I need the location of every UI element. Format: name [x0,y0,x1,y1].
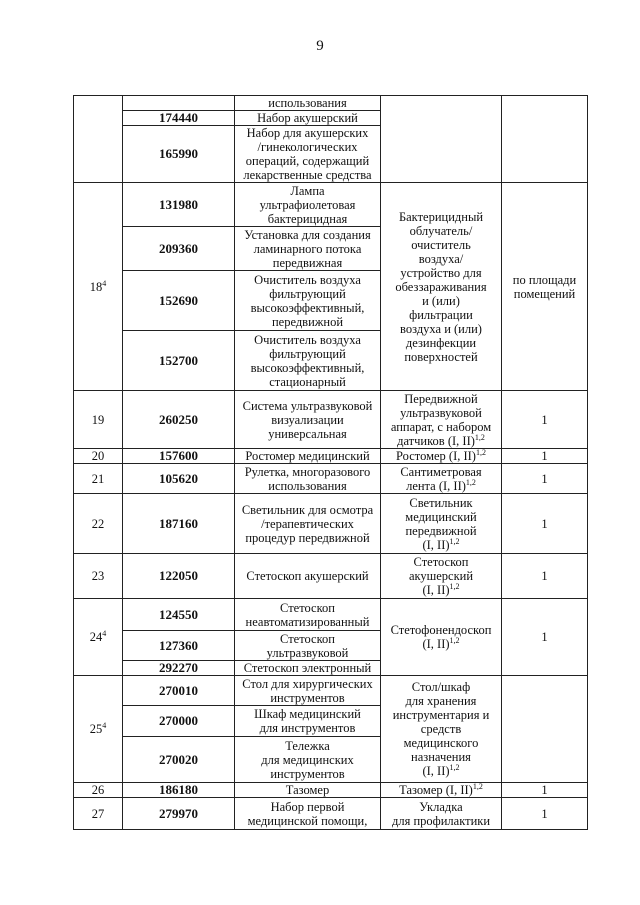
quantity-cell: 1 [502,391,588,449]
description-cell [381,96,502,183]
code-cell: 122050 [123,554,235,599]
code-cell: 131980 [123,183,235,227]
code-cell: 209360 [123,227,235,271]
quantity-cell [502,676,588,783]
quantity-cell: 1 [502,449,588,464]
footnote-mark: 1,2 [449,582,460,591]
name-cell: Тележка для медицинских инструментов [235,737,381,783]
row-number-cell [74,96,123,183]
description-text: Сантиметровая лента (I, II) [400,464,482,493]
row-number-cell: 20 [74,449,123,464]
code-cell: 260250 [123,391,235,449]
description-cell [381,449,502,464]
quantity-cell: 1 [502,599,588,676]
name-cell: Светильник для осмотра /терапевтических процедур передвижной [235,494,381,554]
name-cell: Стетоскоп ультразвуковой [235,631,381,661]
name-cell: Шкаф медицинский для инструментов [235,706,381,737]
code-cell: 105620 [123,464,235,494]
code-cell: 174440 [123,111,235,126]
table-row [74,798,588,830]
code-cell: 187160 [123,494,235,554]
equipment-table [73,95,588,830]
code-cell: 270000 [123,706,235,737]
description-text: Светильник медицинский передвижной (I, II) [405,495,477,552]
name-cell: Система ультразвуковой визуализации универсальная [235,391,381,449]
footnote-mark: 1,2 [465,477,476,487]
table-row [74,464,588,494]
footnote-mark: 1,2 [474,432,485,442]
row-number: 18 [89,279,103,294]
row-number-cell: 26 [74,783,123,798]
name-cell: Набор для акушерских /гинекологических операций, содержащий лекарственные средства [235,126,381,183]
description-text: Стетоскоп акушерский (I, II) [408,555,474,597]
footnote-mark: 1,2 [449,636,460,645]
table-row [74,449,588,464]
table-row [74,494,588,554]
description-text: Стетофонендоскоп (I, II) [390,623,492,651]
name-cell: Установка для создания ламинарного потока передвижная [235,227,381,271]
footnote-mark: 1,2 [472,782,483,791]
table-row [74,391,588,449]
description-cell [381,676,502,783]
name-cell: Стетоскоп неавтоматизированный [235,599,381,631]
description-cell [381,783,502,798]
name-cell: Ростомер медицинский [235,449,381,464]
code-cell: 152690 [123,271,235,331]
table-row [74,183,588,227]
code-cell: 270020 [123,737,235,783]
name-cell: Тазомер [235,783,381,798]
footnote-mark: 1,2 [475,448,486,457]
name-cell: Стетоскоп акушерский [235,554,381,599]
name-cell: Очиститель воздуха фильтрующий высокоэффективный, передвижной [235,271,381,331]
footnote-mark: 1,2 [449,763,460,772]
code-cell: 292270 [123,661,235,676]
description-text: Тазомер (I, II) [399,783,473,797]
table-row [74,554,588,599]
row-number-cell [74,676,123,783]
name-cell: Набор акушерский [235,111,381,126]
row-number-footnote: 4 [102,721,107,730]
table-row [74,96,588,111]
description-cell [381,391,502,449]
description-cell: Укладка для профилактики [381,798,502,830]
description-cell [381,599,502,676]
row-number: 24 [89,630,103,644]
description-text: Передвижной ультразвуковой аппарат, с набором датчиков (I, II) [390,391,492,448]
table-row [74,599,588,631]
row-number-footnote: 4 [102,629,107,638]
table-row [74,783,588,798]
description-cell: Бактерицидный облучатель/ очиститель воздуха/ устройство для обеззараживания и (или) фильтрации воздуха и (или) дезинфекции поверхностей [381,183,502,391]
row-number-cell: 19 [74,391,123,449]
row-number-footnote: 4 [102,278,107,288]
quantity-cell: 1 [502,494,588,554]
description-text: Ростомер (I, II) [396,449,476,463]
code-cell: 157600 [123,449,235,464]
table-row [74,676,588,706]
code-cell: 270010 [123,676,235,706]
description-cell [381,554,502,599]
row-number-cell: 21 [74,464,123,494]
code-cell: 152700 [123,331,235,391]
footnote-mark: 1,2 [449,536,460,546]
description-cell [381,494,502,554]
quantity-cell: 1 [502,783,588,798]
quantity-cell: 1 [502,798,588,830]
code-cell: 279970 [123,798,235,830]
code-cell: 127360 [123,631,235,661]
quantity-cell: по площади помещений [502,183,588,391]
name-cell: Лампа ультрафиолетовая бактерицидная [235,183,381,227]
name-cell: Набор первой медицинской помощи, [235,798,381,830]
row-number-cell [74,599,123,676]
name-cell: Рулетка, многоразового использования [235,464,381,494]
code-cell: 165990 [123,126,235,183]
quantity-cell: 1 [502,554,588,599]
page-number: 9 [316,38,324,54]
name-cell: использования [235,96,381,111]
quantity-cell: 1 [502,464,588,494]
row-number-cell: 22 [74,494,123,554]
name-cell: Стол для хирургических инструментов [235,676,381,706]
description-text: Стол/шкаф для хранения инструментария и средств медицинского назначения (I, II) [392,680,490,778]
code-cell: 186180 [123,783,235,798]
description-cell [381,464,502,494]
row-number: 25 [89,722,103,736]
name-cell: Очиститель воздуха фильтрующий высокоэффективный, стационарный [235,331,381,391]
quantity-cell [502,96,588,183]
code-cell: 124550 [123,599,235,631]
row-number-cell: 23 [74,554,123,599]
code-cell [123,96,235,111]
row-number-cell: 27 [74,798,123,830]
name-cell: Стетоскоп электронный [235,661,381,676]
row-number-cell [74,183,123,391]
